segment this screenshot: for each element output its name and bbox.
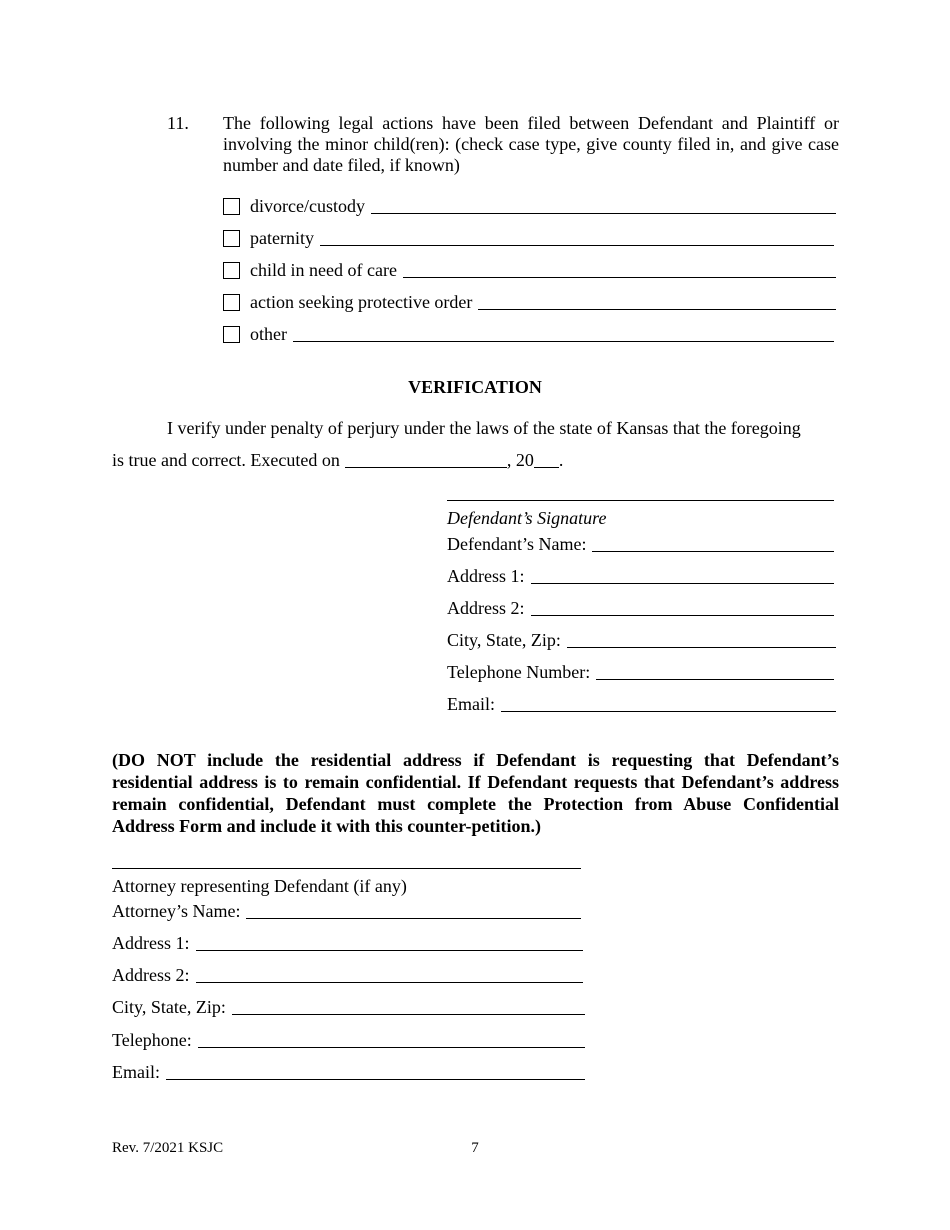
verification-heading: VERIFICATION — [408, 377, 542, 397]
item-number: 11. — [167, 113, 189, 133]
attorney-label: Attorney representing Defendant (if any) — [112, 876, 407, 896]
option-paternity — [223, 227, 834, 249]
attorney-email-row — [112, 1061, 585, 1083]
child-in-need-of-care-field[interactable] — [403, 277, 836, 278]
defendant-name-row — [447, 533, 834, 555]
defendant-name-field[interactable] — [592, 551, 834, 552]
field-label: Address 1: — [112, 933, 190, 953]
defendant-email-field[interactable] — [501, 711, 836, 712]
field-label: City, State, Zip: — [112, 997, 226, 1017]
verification-period: . — [558, 450, 564, 470]
field-label: Email: — [112, 1062, 160, 1082]
option-other — [223, 323, 834, 345]
divorce-custody-field[interactable] — [371, 213, 836, 214]
attorney-signature-line[interactable] — [112, 868, 581, 869]
attorney-address1-field[interactable] — [196, 950, 584, 951]
attorney-city-field[interactable] — [232, 1014, 585, 1015]
page-number: 7 — [471, 1140, 479, 1156]
attorney-email-field[interactable] — [166, 1079, 585, 1080]
option-label: action seeking protective order — [250, 292, 473, 312]
checkbox-paternity[interactable] — [223, 230, 240, 247]
verification-line-1: I verify under penalty of perjury under the laws of the state of Kansas that the foregoing — [167, 418, 801, 438]
paternity-field[interactable] — [320, 245, 834, 246]
field-label: Telephone: — [112, 1030, 192, 1050]
defendant-address1-field[interactable] — [531, 583, 835, 584]
defendant-city-row — [447, 629, 836, 651]
checkbox-divorce-custody[interactable] — [223, 198, 240, 215]
item-11-text: The following legal actions have been filed between Defendant and Plaintiff or involving the minor child(ren): (check case type, give county filed in, and give case number and date filed, if known) — [223, 113, 839, 175]
attorney-telephone-field[interactable] — [198, 1047, 585, 1048]
field-label: Email: — [447, 694, 495, 714]
field-label: Defendant’s Name: — [447, 534, 587, 554]
defendant-telephone-field[interactable] — [596, 679, 834, 680]
defendant-signature-line[interactable] — [447, 500, 834, 501]
option-divorce-custody — [223, 195, 836, 217]
field-label: City, State, Zip: — [447, 630, 561, 650]
option-label: other — [250, 324, 287, 344]
checkbox-child-in-need-of-care[interactable] — [223, 262, 240, 279]
option-protective-order — [223, 291, 836, 313]
defendant-address2-row — [447, 597, 834, 619]
defendant-telephone-row — [447, 661, 834, 683]
defendant-city-field[interactable] — [567, 647, 836, 648]
attorney-name-field[interactable] — [246, 918, 581, 919]
checkbox-other[interactable] — [223, 326, 240, 343]
field-label: Address 2: — [112, 965, 190, 985]
option-label: child in need of care — [250, 260, 397, 280]
option-label: divorce/custody — [250, 196, 365, 216]
footer-revision: Rev. 7/2021 KSJC — [112, 1140, 224, 1156]
attorney-city-row — [112, 996, 585, 1018]
field-label: Address 1: — [447, 566, 525, 586]
checkbox-protective-order[interactable] — [223, 294, 240, 311]
option-label: paternity — [250, 228, 314, 248]
executed-date-field[interactable] — [345, 467, 507, 468]
field-label: Address 2: — [447, 598, 525, 618]
field-label: Telephone Number: — [447, 662, 591, 682]
attorney-name-row — [112, 900, 581, 922]
attorney-address1-row — [112, 932, 583, 954]
verification-line-2 — [112, 450, 563, 471]
protective-order-field[interactable] — [478, 309, 836, 310]
defendant-email-row — [447, 693, 836, 715]
verification-year-text: , 20 — [506, 450, 534, 470]
verification-text: is true and correct. Executed on — [112, 450, 340, 470]
attorney-address2-field[interactable] — [196, 982, 584, 983]
option-child-in-need-of-care — [223, 259, 836, 281]
confidential-address-notice: (DO NOT include the residential address if Defendant is requesting that Defendant’s residential address is to remain confidential. If Defendant requests that Defendant’s address remain confidential, Defendant must complete the Protection from Abuse Confidential Address Form and include it with this counter-petition.) — [112, 750, 839, 836]
defendant-address2-field[interactable] — [531, 615, 835, 616]
attorney-telephone-row — [112, 1029, 585, 1051]
attorney-address2-row — [112, 964, 583, 986]
defendant-address1-row — [447, 565, 834, 587]
executed-year-field[interactable] — [534, 467, 559, 468]
defendant-signature-label: Defendant’s Signature — [447, 508, 607, 528]
field-label: Attorney’s Name: — [112, 901, 241, 921]
other-field[interactable] — [293, 341, 834, 342]
